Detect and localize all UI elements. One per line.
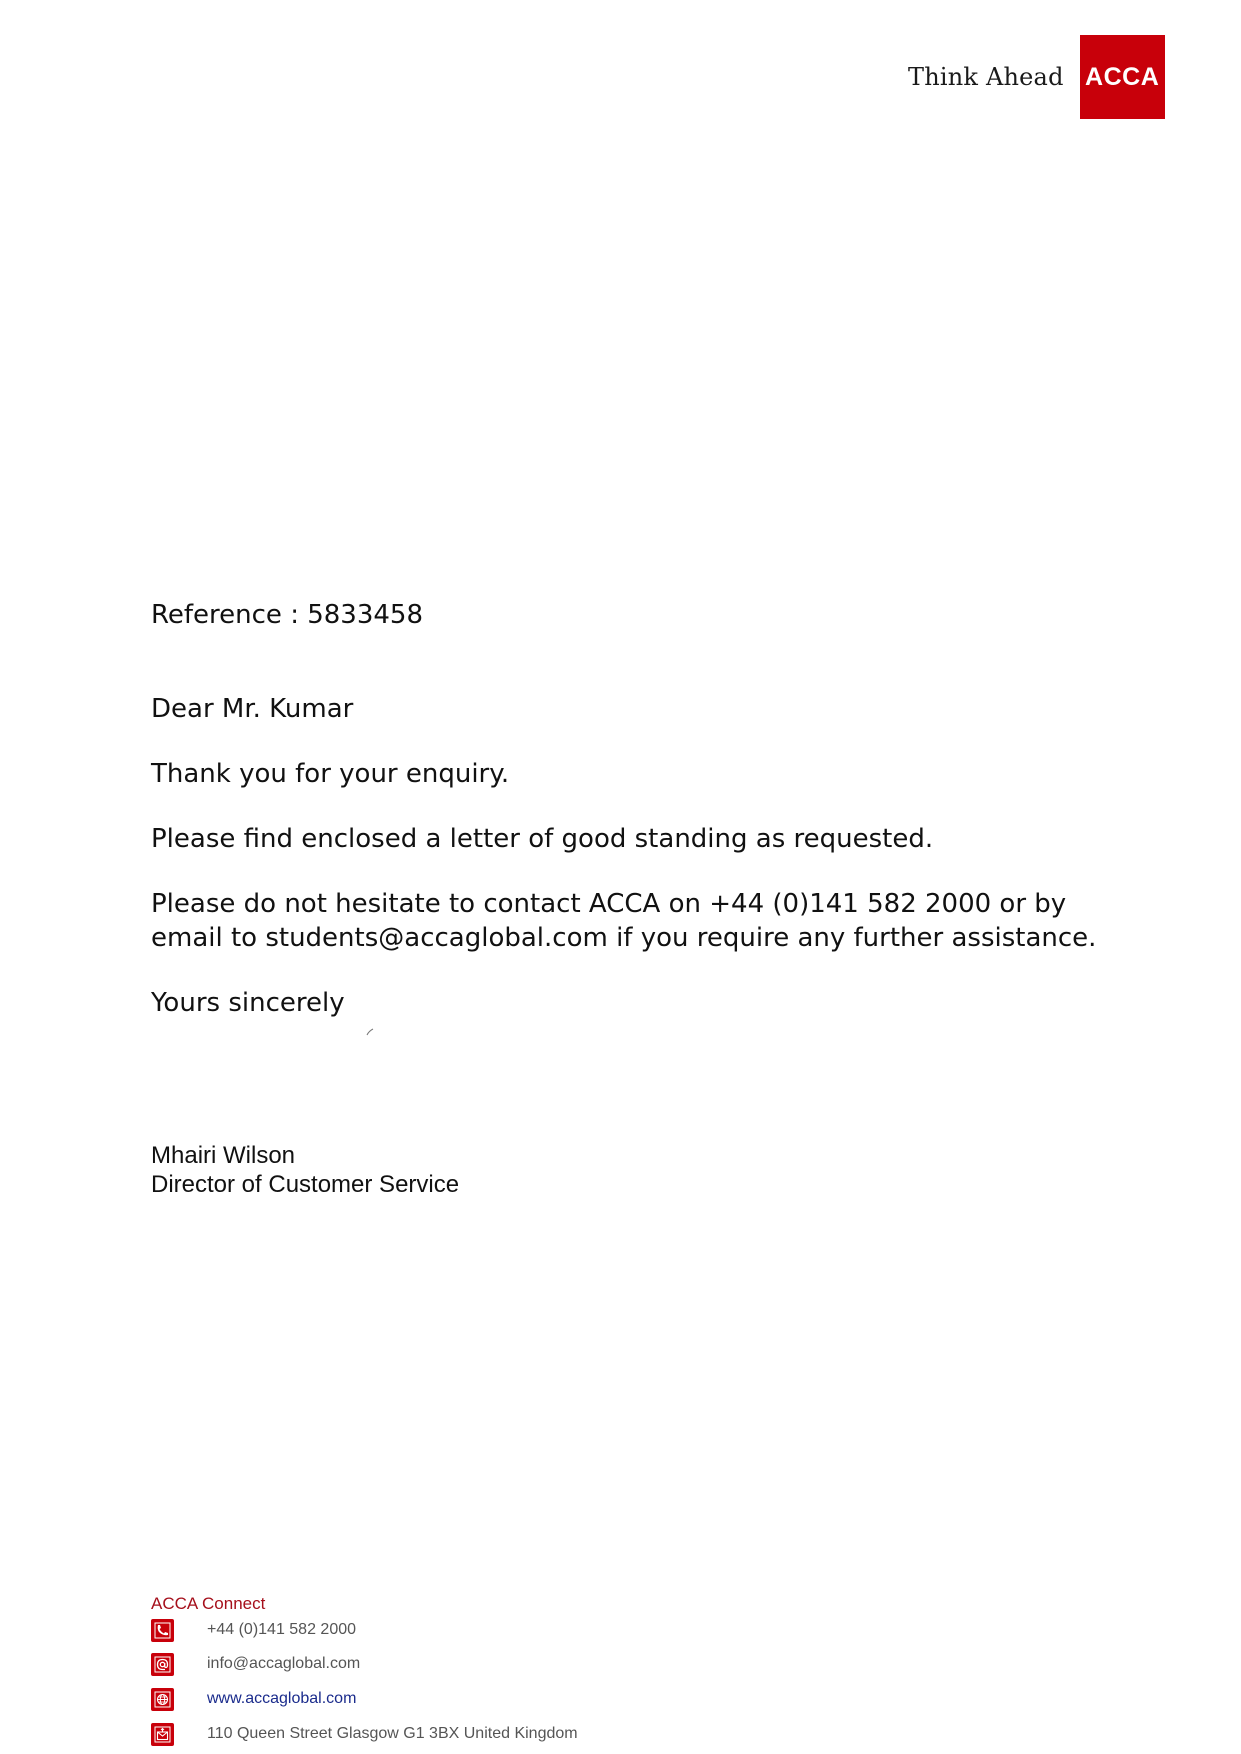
acca-logo-box	[1080, 35, 1165, 119]
acca-logo	[908, 35, 1165, 119]
paragraph-thanks: Thank you for your enquiry.	[151, 759, 510, 789]
signatory-title: Director of Customer Service	[151, 1171, 460, 1198]
footer-email[interactable]: info@accaglobal.com	[207, 1655, 361, 1672]
footer-title: ACCA Connect	[151, 1594, 266, 1613]
footer-phone-row	[151, 1618, 357, 1642]
footer-email-row	[151, 1652, 361, 1676]
signature-mark	[366, 1028, 374, 1036]
paragraph-enclosed: Please find enclosed a letter of good standing as requested.	[151, 824, 934, 854]
salutation: Dear Mr. Kumar	[151, 694, 354, 724]
footer-phone: +44 (0)141 582 2000	[207, 1621, 357, 1638]
closing: Yours sincerely	[151, 988, 345, 1018]
at-icon	[151, 1653, 174, 1676]
footer-website-link[interactable]: www.accaglobal.com	[207, 1690, 357, 1707]
phone-icon	[151, 1619, 174, 1642]
logo-wordmark: ACCA	[1085, 62, 1160, 91]
footer-web-row	[151, 1687, 357, 1711]
globe-icon	[151, 1688, 174, 1711]
reference-line: Reference : 5833458	[151, 600, 424, 630]
footer-address-row	[151, 1722, 578, 1746]
mail-icon	[151, 1723, 174, 1746]
footer-address: 110 Queen Street Glasgow G1 3BX United Kingdom	[207, 1725, 578, 1742]
paragraph-contact: Please do not hesitate to contact ACCA on +44 (0)141 582 2000 or by email to students@accaglobal.com if you require any further assistance.	[151, 889, 1097, 953]
logo-tagline: Think Ahead	[908, 63, 1064, 91]
signatory-name: Mhairi Wilson	[151, 1142, 296, 1169]
